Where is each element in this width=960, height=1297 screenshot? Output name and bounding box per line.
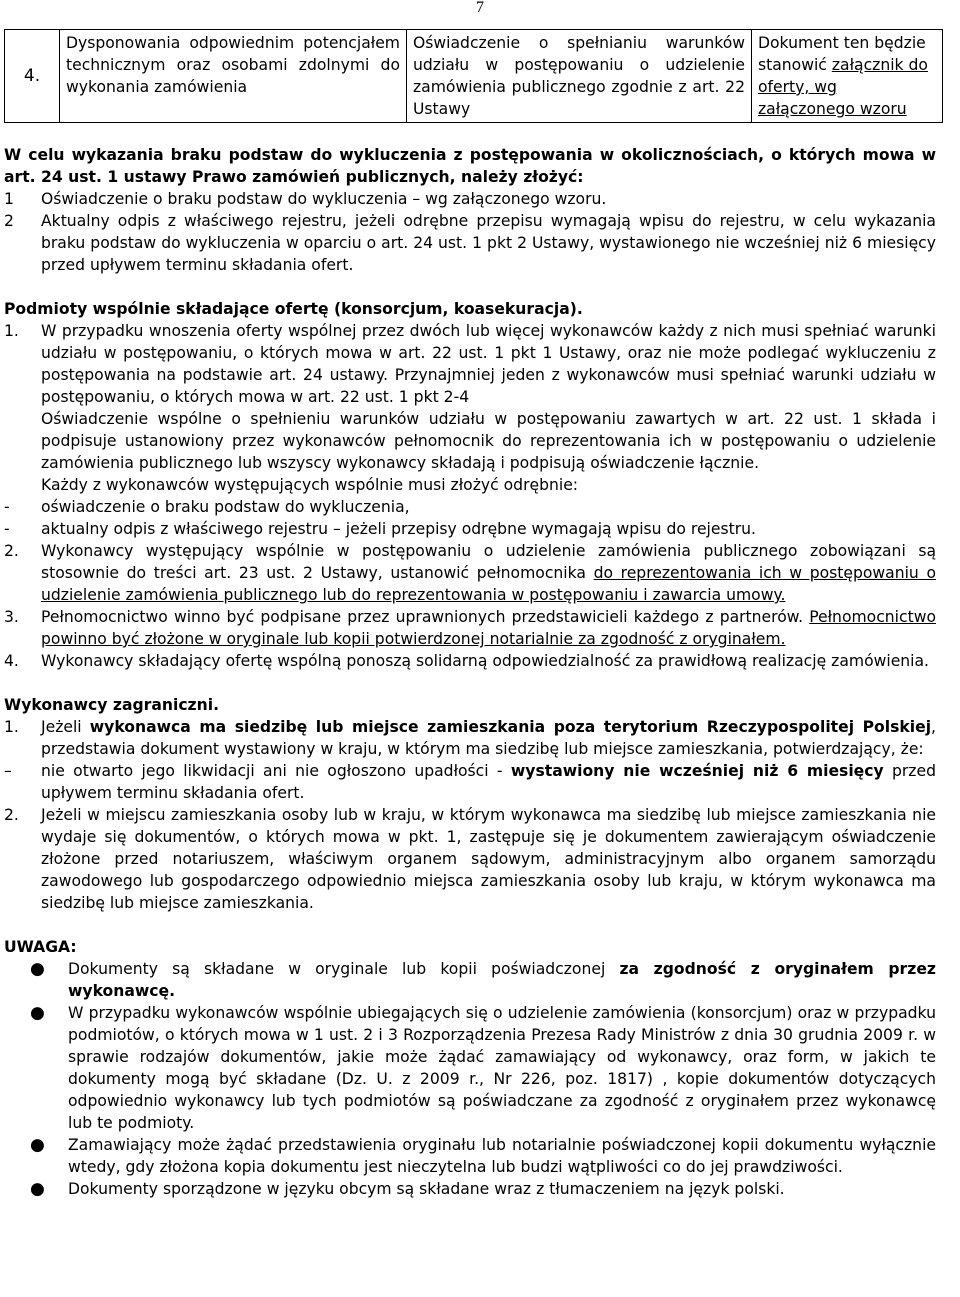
condition-cell: Dysponowania odpowiednim potencjałem technicznym oraz osobami zdolnymi do wykonania zamówienia [60, 30, 407, 123]
foreign-heading: Wykonawcy zagraniczni. [4, 696, 220, 714]
consortium-heading: Podmioty wspólnie składające ofertę (konsorcjum, koasekuracja). [4, 300, 583, 318]
item-number: 2. [4, 542, 19, 560]
item-text: Dokumenty sporządzone w języku obcym są składane wraz z tłumaczeniem na język polski. [68, 1180, 785, 1198]
item-text-part: przed upływem terminu składania ofert. [41, 762, 936, 802]
dash-item [4, 760, 936, 804]
list-item [4, 606, 936, 650]
item-text: Jeżeli w miejscu zamieszkania osoby lub w kraju, w którym wykonawca ma siedzibę lub miejsce zamieszkania nie wydaje się dokumentów, o których mowa w pkt. 1, zastępuje się je dokumentem zawierającym oświadczenie złożone przed notariuszem, właściwym organem sądowym, administracyjnym albo organem samorządu zawodowego lub gospodarczego odpowiednio miejsca zamieszkania osoby lub kraju, w którym wykonawca ma siedzibę lub miejsce zamieszkania. [41, 806, 936, 912]
list-item [4, 716, 936, 760]
item-text-underlined: Pełnomocnictwo powinno być złożone w oryginale lub kopii potwierdzonej notarialnie za zgodność z oryginałem. [41, 608, 936, 648]
item-number: 1 [4, 190, 14, 208]
item-text: Aktualny odpis z właściwego rejestru, jeżeli odrębne przepisu wymagają wpisu do rejestru, w celu wykazania braku podstaw do wykluczenia w oparciu o art. 24 ust. 1 pkt 2 Ustawy, wystawionego nie wcześniej niż 6 miesięcy przed upływem terminu składania ofert. [41, 212, 936, 274]
item-text: W przypadku wykonawców wspólnie ubiegających się o udzielenie zamówienia (konsorcjum) oraz w przypadku podmiotów, o których mowa w 1 ust. 2 i 3 Rozporządzenia Prezesa Rady Ministrów z dnia 30 grudnia 2009 r. w sprawie rodzajów dokumentów, jakie może żądać zamawiający od wykonawcy, oraz form, w jakich te dokumenty mogą być składane (Dz. U. z 2009 r., Nr 226, poz. 1817) , kopie dokumentów dotyczących odpowiednio wykonawcy lub tych podmiotów są poświadczane za zgodność z oryginałem przez wykonawcę lub te podmioty. [68, 1004, 936, 1132]
item-text-part: Pełnomocnictwo winno być podpisane przez uprawnionych przedstawicieli każdego z partnerów. [41, 608, 810, 626]
note-underlined: załącznik do oferty, wg załączonego wzoru [758, 56, 928, 118]
bullet-icon: ● [30, 1179, 45, 1199]
item-text-bold: za zgodność z oryginałem przez wykonawcę. [68, 960, 936, 1000]
bullet-item [4, 958, 936, 1002]
bullet-icon: ● [30, 959, 45, 979]
dash-item [4, 518, 936, 540]
list-item [4, 540, 936, 606]
list-item [4, 804, 936, 914]
list-item [4, 210, 936, 276]
paragraph: Każdy z wykonawców występujących wspólnie musi złożyć odrębnie: [41, 476, 579, 494]
list-item [4, 320, 936, 408]
bullet-item [4, 1002, 936, 1134]
item-number: 1. [4, 718, 19, 736]
item-text: Oświadczenie o braku podstaw do wykluczenia – wg załączonego wzoru. [41, 190, 607, 208]
bullet-item [4, 1134, 936, 1178]
item-text: W przypadku wnoszenia oferty wspólnej przez dwóch lub więcej wykonawców każdy z nich musi spełniać warunki udziału w postępowaniu, o których mowa w art. 22 ust. 1 pkt 1 Ustawy, oraz nie może podlegać wykluczeniu z postępowania na podstawie art. 24 ustawy. Przynajmniej jeden z wykonawców musi spełniać warunki udziału w postępowaniu, o których mowa w art. 22 ust. 1 pkt 2-4 [41, 322, 936, 406]
bullet-icon: ● [30, 1003, 45, 1023]
item-text-part: nie otwarto jego likwidacji ani nie ogłoszono upadłości - [41, 762, 511, 780]
list-item [4, 188, 936, 210]
item-text: aktualny odpis z właściwego rejestru – jeżeli przepisy odrębne wymagają wpisu do rejestru. [41, 520, 756, 538]
dash-marker: - [4, 498, 10, 516]
document-body [4, 144, 936, 1200]
item-text [41, 540, 936, 606]
bullet-item [4, 1178, 936, 1200]
note-text: Dokument ten będzie stanowić [758, 34, 926, 74]
item-number: 4. [4, 652, 19, 670]
item-number: 3. [4, 608, 19, 626]
exclusion-heading: W celu wykazania braku podstaw do wykluczenia z postępowania w okolicznościach, o których mowa w art. 24 ust. 1 ustawy Prawo zamówień publicznych, należy złożyć: [4, 146, 936, 186]
document-cell: Oświadczenie o spełnianiu warunków udziału w postępowaniu o udzielenie zamówienia publicznego zgodnie z art. 22 Ustawy [407, 30, 752, 123]
item-text [68, 958, 936, 1002]
item-text-bold: wystawiony nie wcześniej niż 6 miesięcy [510, 762, 884, 780]
note-cell [752, 30, 943, 123]
item-text-part: , przedstawia dokument wystawiony w kraju, w którym ma siedzibę lub miejsce zamieszkania, potwierdzający, że: [41, 718, 937, 758]
page-number: 7 [476, 0, 484, 16]
item-text-bold: wykonawca ma siedzibę lub miejsce zamieszkania poza terytorium Rzeczypospolitej Polskiej [89, 718, 932, 736]
item-text [41, 760, 936, 804]
item-number: 2 [4, 212, 14, 230]
item-number: 2. [4, 806, 19, 824]
item-text-part: Dokumenty są składane w oryginale lub kopii poświadczonej [68, 960, 620, 978]
row-number: 4. [5, 30, 60, 123]
note-heading: UWAGA: [4, 938, 77, 956]
paragraph: Oświadczenie wspólne o spełnieniu warunków udziału w postępowaniu zawartych w art. 22 ust. 1 składa i podpisuje ustanowiony przez wykonawców pełnomocnik do reprezentowania ich w postępowaniu o udzielenie zamówienia publicznego lub wszyscy wykonawcy składają i podpisują oświadczenie łącznie. [41, 410, 936, 472]
requirements-table-row [4, 29, 943, 123]
item-text [41, 606, 936, 650]
dash-marker: - [4, 520, 10, 538]
item-text-part: Jeżeli [41, 718, 90, 736]
dash-item [4, 496, 936, 518]
item-text-underlined: do reprezentowania ich w postępowaniu o udzielenie zamówienia publicznego lub do reprezentowania w postępowaniu i zawarcia umowy. [41, 564, 936, 604]
dash-marker: – [4, 762, 12, 780]
list-item [4, 650, 936, 672]
item-text: oświadczenie o braku podstaw do wykluczenia, [41, 498, 410, 516]
bullet-icon: ● [30, 1135, 45, 1155]
item-text: Wykonawcy składający ofertę wspólną ponoszą solidarną odpowiedzialność za prawidłową realizację zamówienia. [41, 652, 930, 670]
item-text: Zamawiający może żądać przedstawienia oryginału lub notarialnie poświadczonej kopii dokumentu wyłącznie wtedy, gdy złożona kopia dokumentu jest nieczytelna lub budzi wątpliwości co do jej prawdziwości. [68, 1136, 936, 1176]
item-text-part: Wykonawcy występujący wspólnie w postępowaniu o udzielenie zamówienia publicznego zobowiązani są stosownie do treści art. 23 ust. 2 Ustawy, ustanowić pełnomocnika [41, 542, 936, 582]
item-number: 1. [4, 322, 19, 340]
item-text [41, 716, 936, 760]
